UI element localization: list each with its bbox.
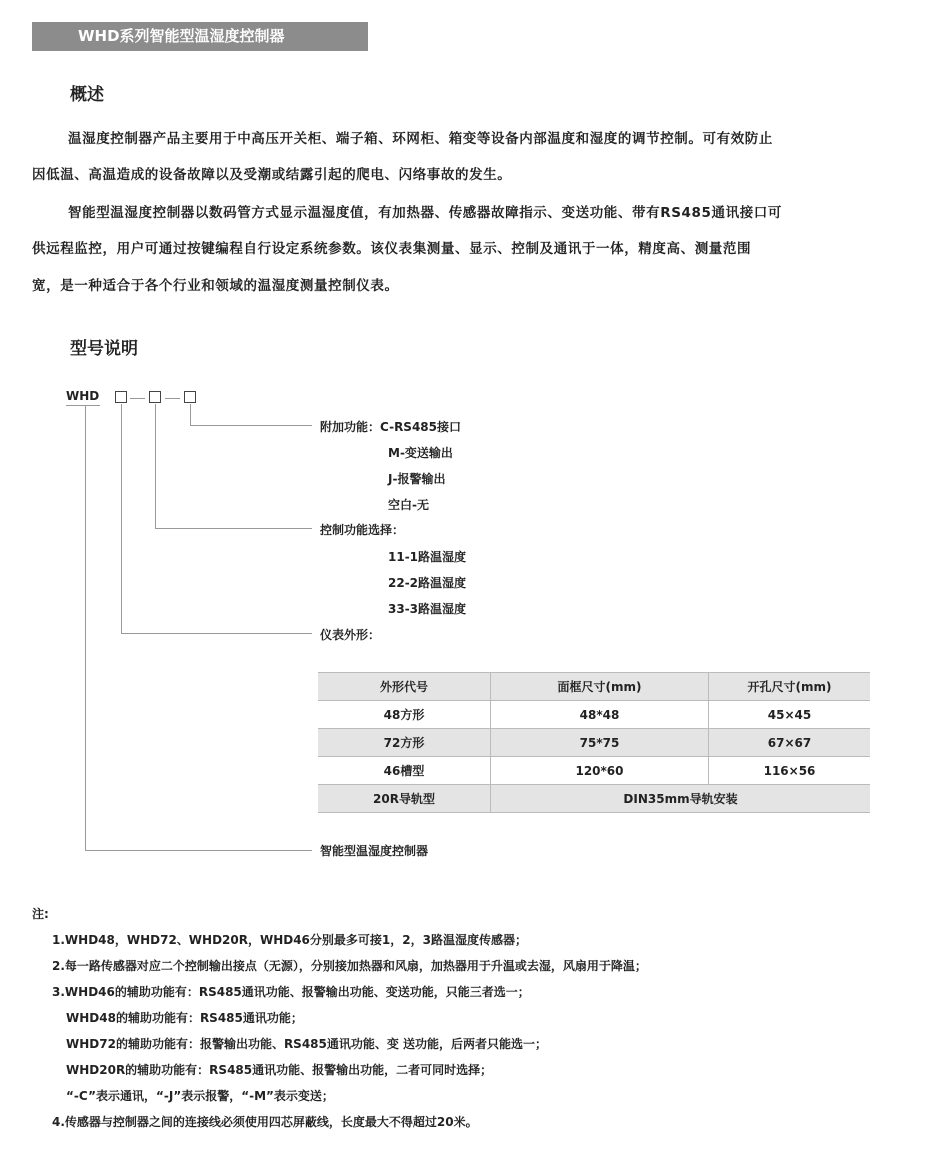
table-cell: 120*60 — [491, 757, 709, 785]
option-label: 33-3路温湿度 — [388, 602, 467, 616]
table-cell: 48方形 — [318, 701, 491, 729]
table-cell: 116×56 — [709, 757, 871, 785]
overview-heading: 概述 — [70, 85, 104, 105]
note-item: “-C”表示通讯，“-J”表示报警，“-M”表示变送； — [66, 1089, 334, 1103]
note-item: WHD48的辅助功能有：RS485通讯功能； — [66, 1011, 303, 1025]
table-cell: 45×45 — [709, 701, 871, 729]
table-cell: 67×67 — [709, 729, 871, 757]
table-row — [318, 729, 870, 757]
model-heading: 型号说明 — [70, 339, 138, 359]
table-row — [318, 785, 870, 813]
option-label: 控制功能选择： — [320, 523, 405, 537]
table-header: 开孔尺寸(mm) — [709, 673, 871, 701]
table-header: 外形代号 — [318, 673, 491, 701]
option-label: 智能型温湿度控制器 — [320, 844, 429, 858]
table-cell: 72方形 — [318, 729, 491, 757]
shape-table — [318, 672, 870, 813]
option-label: 22-2路温湿度 — [388, 576, 467, 590]
table-header-row — [318, 673, 870, 701]
note-item: 2.每一路传感器对应二个控制输出接点（无源），分别接加热器和风扇，加热器用于升温或去湿，风扇用于降温； — [52, 959, 647, 973]
model-prefix: WHD — [66, 389, 100, 403]
table-row — [318, 701, 870, 729]
note-item: WHD72的辅助功能有：报警输出功能、RS485通讯功能、变 送功能，后两者只能选一； — [66, 1037, 548, 1051]
table-cell: 48*48 — [491, 701, 709, 729]
note-item: 3.WHD46的辅助功能有：RS485通讯功能、报警输出功能、变送功能，只能三者选一； — [52, 985, 530, 999]
option-label: 仪表外形： — [320, 628, 381, 642]
note-item: 1.WHD48，WHD72、WHD20R，WHD46分别最多可接1，2，3路温湿度传感器； — [52, 933, 527, 947]
option-label: M-变送输出 — [388, 446, 453, 460]
overview-line: 宽，是一种适合于各个行业和领域的温湿度测量控制仪表。 — [32, 278, 399, 294]
table-cell: DIN35mm导轨安装 — [491, 785, 871, 813]
table-cell: 46槽型 — [318, 757, 491, 785]
overview-line: 因低温、高温造成的设备故障以及受潮或结露引起的爬电、闪络事故的发生。 — [32, 167, 512, 183]
option-label: 附加功能：C-RS485接口 — [320, 420, 461, 434]
table-header: 面框尺寸(mm) — [491, 673, 709, 701]
option-label: J-报警输出 — [388, 472, 446, 486]
table-row — [318, 757, 870, 785]
overview-line: 温湿度控制器产品主要用于中高压开关柜、端子箱、环网柜、箱变等设备内部温度和湿度的调节控制。可有效防止 — [68, 131, 773, 147]
overview-line: 供远程监控，用户可通过按键编程自行设定系统参数。该仪表集测量、显示、控制及通讯于一体，精度高、测量范围 — [32, 241, 752, 257]
table-cell: 75*75 — [491, 729, 709, 757]
note-item: WHD20R的辅助功能有：RS485通讯功能、报警输出功能，二者可同时选择； — [66, 1063, 493, 1077]
note-item: 4.传感器与控制器之间的连接线必须使用四芯屏蔽线，长度最大不得超过20米。 — [52, 1115, 478, 1129]
notes-heading: 注: — [32, 907, 49, 921]
table-cell: 20R导轨型 — [318, 785, 491, 813]
title-bar: WHD系列智能型温湿度控制器 — [32, 22, 368, 51]
option-label: 空白-无 — [388, 498, 429, 512]
overview-line: 智能型温湿度控制器以数码管方式显示温湿度值，有加热器、传感器故障指示、变送功能、带有RS485通讯接口可 — [68, 205, 782, 221]
option-label: 11-1路温湿度 — [388, 550, 467, 564]
